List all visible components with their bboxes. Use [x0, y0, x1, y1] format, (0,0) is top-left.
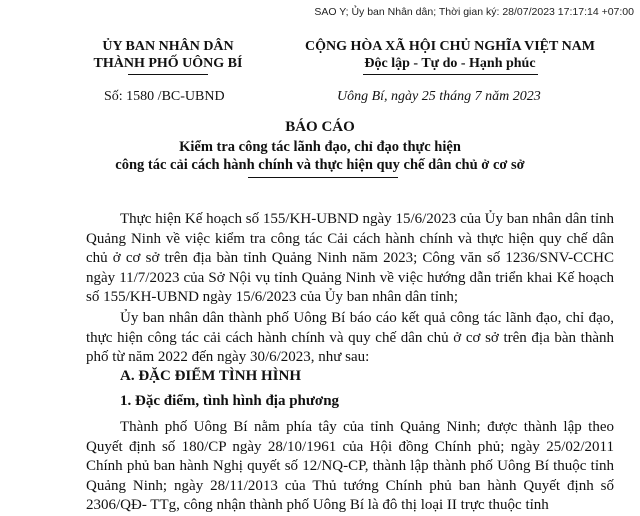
section-heading-a: A. ĐẶC ĐIỂM TÌNH HÌNH — [120, 368, 301, 384]
issuer-block — [88, 38, 248, 75]
issuer-underline — [128, 74, 208, 75]
section-heading-1: 1. Đặc điểm, tình hình địa phương — [120, 393, 340, 409]
motto-underline — [363, 74, 538, 75]
issuer-line1: ỦY BAN NHÂN DÂN — [102, 39, 234, 54]
paragraph-summary: Ủy ban nhân dân thành phố Uông Bí báo cáo kết quả công tác lãnh đạo, chỉ đạo, thực hiện công tác cải cách hành chính và quy chế dân chủ ở cơ sở trên địa bàn thành phố từ năm 2022 đến ngày 30/6/2023, như sau: — [86, 310, 614, 365]
subtitle-line1: Kiểm tra công tác lãnh đạo, chỉ đạo thực hiện — [179, 139, 461, 155]
document-subtitle — [0, 138, 640, 174]
issuer-line2: THÀNH PHỐ UÔNG BÍ — [93, 56, 243, 71]
digital-signature-stamp: SAO Y; Ủy ban Nhân dân; Thời gian ký: 28/07/2023 17:17:14 +07:00 — [314, 6, 634, 18]
document-number: Số: 1580 /BC-UBND — [104, 89, 225, 104]
document-title: BÁO CÁO — [285, 119, 355, 135]
paragraph-intro: Thực hiện Kế hoạch số 155/KH-UBND ngày 15/6/2023 của Ủy ban nhân dân tỉnh Quảng Ninh về việc kiểm tra công tác Cải cách hành chính và thực hiện quy chế dân chủ ở cơ sở trên địa bàn tỉnh Quảng Ninh năm 2023; Công văn số 1236/SNV-CCHC ngày 11/7/2023 của Sở Nội vụ tỉnh Quảng Ninh về việc hướng dẫn triển khai Kế hoạch số 155/KH-UBND ngày 15/6/2023 của Ủy ban nhân dân tỉnh; — [86, 211, 614, 305]
national-header-block — [300, 38, 600, 75]
paragraph-location: Thành phố Uông Bí nằm phía tây của tỉnh Quảng Ninh; được thành lập theo Quyết định số 180/CP ngày 28/10/1961 của Hội đồng Chính phủ; ngày 25/02/2011 Chính phủ ban hành Nghị quyết số 12/NQ-CP, thành lập thành phố Uông Bí thuộc tỉnh Quảng Ninh; ngày 28/11/2013 của Thủ tướng Chính phủ ban hành Quyết định số 2306/QĐ- TTg, công nhận thành phố Uông Bí là đô thị loại II trực thuộc tỉnh — [86, 419, 614, 513]
national-motto: Độc lập - Tự do - Hạnh phúc — [364, 56, 536, 71]
subtitle-rule — [248, 177, 398, 178]
date-line: Uông Bí, ngày 25 tháng 7 năm 2023 — [337, 89, 541, 104]
national-title: CỘNG HÒA XÃ HỘI CHỦ NGHĨA VIỆT NAM — [304, 39, 595, 54]
subtitle-line2: công tác cải cách hành chính và thực hiện quy chế dân chủ ở cơ sở — [115, 157, 525, 173]
